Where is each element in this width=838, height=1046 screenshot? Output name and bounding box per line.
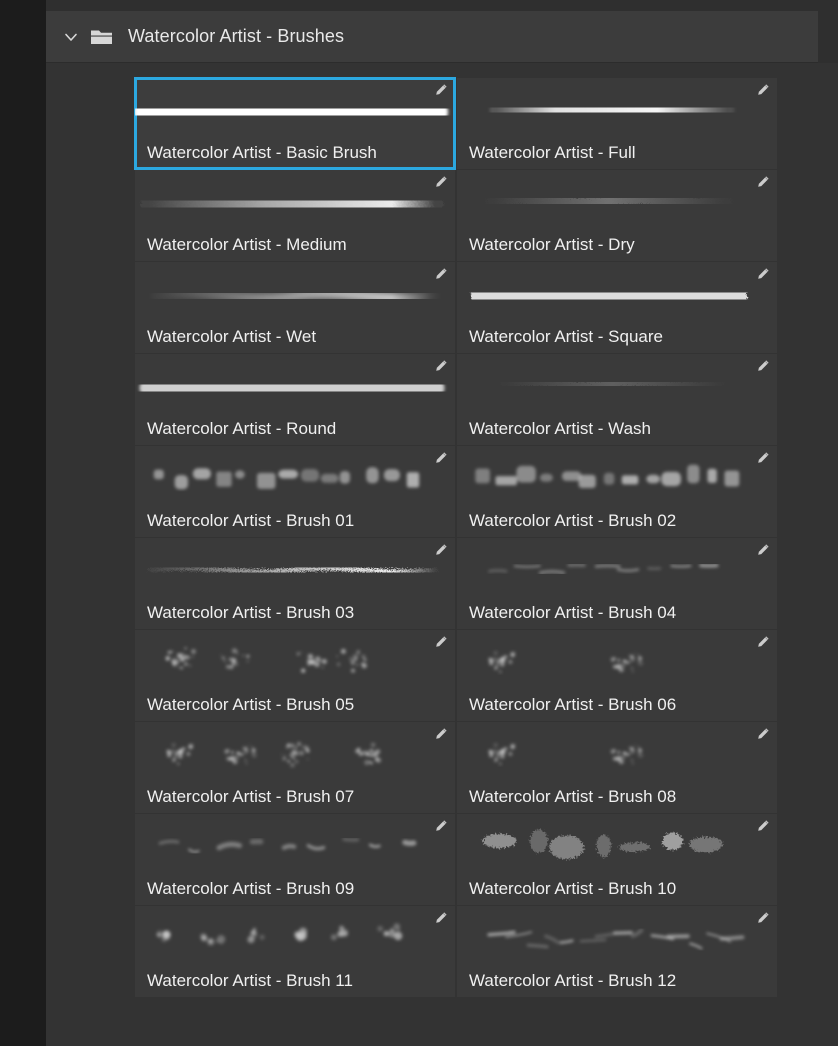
brush-tile[interactable] [457,906,777,997]
brush-label: Watercolor Artist - Brush 01 [147,511,355,530]
brush-label: Watercolor Artist - Brush 03 [147,603,355,622]
brush-label: Watercolor Artist - Brush 08 [469,787,677,806]
brush-tile[interactable] [135,170,455,261]
brush-tile[interactable] [135,354,455,445]
brush-label: Watercolor Artist - Brush 06 [469,695,677,714]
brush-label: Watercolor Artist - Brush 02 [469,511,677,530]
brush-tile[interactable] [457,446,777,537]
brush-stroke-preview [135,726,455,782]
pencil-icon[interactable] [756,727,770,741]
brush-group-title: Watercolor Artist - Brushes [128,26,345,46]
brush-stroke-preview [135,266,455,322]
pencil-icon[interactable] [434,267,448,281]
brush-stroke-preview [457,174,777,230]
brush-stroke-preview [135,910,455,966]
brush-tile[interactable] [457,814,777,905]
brush-stroke-preview [457,542,777,598]
pencil-icon[interactable] [756,911,770,925]
brush-stroke-preview [457,634,777,690]
brush-tile[interactable] [457,78,777,169]
pencil-icon[interactable] [756,267,770,281]
brush-stroke-preview [135,82,455,138]
chevron-down-icon[interactable] [60,26,82,48]
pencil-icon[interactable] [756,451,770,465]
pencil-icon[interactable] [756,175,770,189]
brush-label: Watercolor Artist - Brush 12 [469,971,677,990]
brush-stroke-preview [457,450,777,506]
panel-scroll-gutter [818,11,838,63]
left-gutter [0,0,46,1046]
pencil-icon[interactable] [756,543,770,557]
brush-stroke-preview [135,542,455,598]
brush-label: Watercolor Artist - Full [469,143,636,162]
brush-label: Watercolor Artist - Medium [147,235,347,254]
pencil-icon[interactable] [756,359,770,373]
pencil-icon[interactable] [756,83,770,97]
pencil-icon[interactable] [434,635,448,649]
brush-label: Watercolor Artist - Brush 07 [147,787,355,806]
brush-label: Watercolor Artist - Wet [147,327,317,346]
brush-label: Watercolor Artist - Wash [469,419,651,438]
pencil-icon[interactable] [434,819,448,833]
brush-stroke-preview [457,266,777,322]
pencil-icon[interactable] [756,819,770,833]
brush-label: Watercolor Artist - Basic Brush [147,143,377,162]
brush-tile[interactable] [135,446,455,537]
brush-list-panel [46,11,838,1046]
brush-stroke-preview [135,358,455,414]
brush-tile[interactable] [457,722,777,813]
brush-label: Watercolor Artist - Round [147,419,337,438]
brush-tile[interactable] [135,906,455,997]
brush-stroke-preview [457,818,777,874]
pencil-icon[interactable] [434,359,448,373]
brush-tile[interactable] [135,722,455,813]
brush-tile[interactable] [457,262,777,353]
brush-stroke-preview [457,726,777,782]
pencil-icon[interactable] [434,911,448,925]
pencil-icon[interactable] [434,83,448,97]
brush-tile[interactable] [457,630,777,721]
brush-label: Watercolor Artist - Brush 10 [469,879,677,898]
pencil-icon[interactable] [434,175,448,189]
brush-label: Watercolor Artist - Brush 04 [469,603,677,622]
brush-tile[interactable] [135,814,455,905]
brush-grid [135,78,777,997]
brush-label: Watercolor Artist - Square [469,327,663,346]
brush-stroke-preview [457,358,777,414]
pencil-icon[interactable] [434,543,448,557]
brush-stroke-preview [135,174,455,230]
brush-stroke-preview [135,818,455,874]
brush-group-header[interactable] [46,11,818,63]
brush-tile[interactable] [457,354,777,445]
brush-stroke-preview [457,82,777,138]
brush-label: Watercolor Artist - Brush 09 [147,879,355,898]
brush-tile[interactable] [135,538,455,629]
pencil-icon[interactable] [434,727,448,741]
folder-icon [90,27,114,47]
pencil-icon[interactable] [756,635,770,649]
brush-label: Watercolor Artist - Brush 05 [147,695,355,714]
brush-tile[interactable] [135,78,455,169]
brush-tile[interactable] [135,630,455,721]
brush-stroke-preview [457,910,777,966]
brush-tile[interactable] [457,538,777,629]
brush-tile[interactable] [135,262,455,353]
brush-label: Watercolor Artist - Dry [469,235,635,254]
brush-label: Watercolor Artist - Brush 11 [147,971,353,990]
brush-tile[interactable] [457,170,777,261]
pencil-icon[interactable] [434,451,448,465]
brush-stroke-preview [135,634,455,690]
brush-stroke-preview [135,450,455,506]
